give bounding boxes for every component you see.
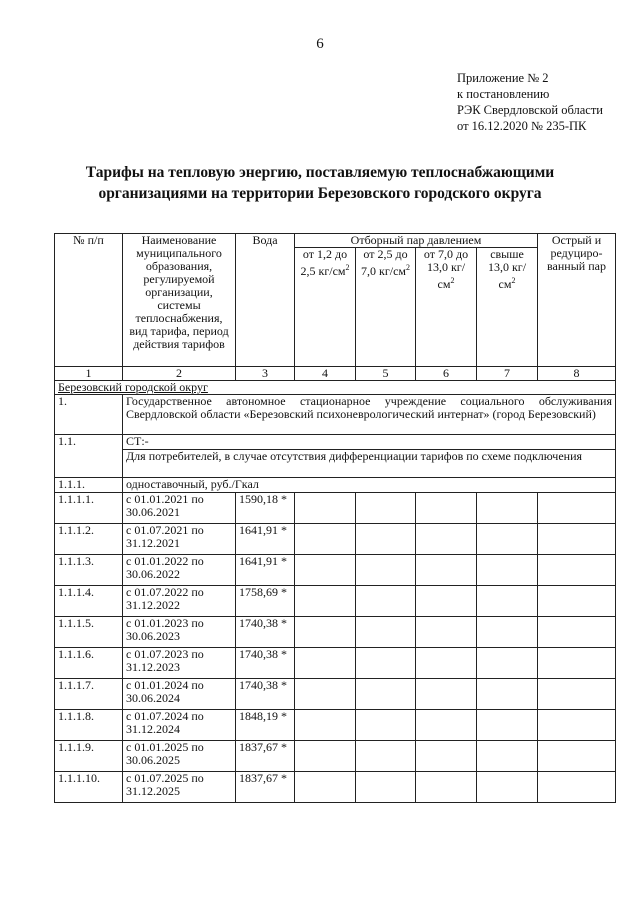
- row-water-value: 1740,38 *: [236, 648, 295, 679]
- period-start: с 01.01.2023 по: [126, 616, 204, 630]
- row-pressure-1-value: [295, 772, 356, 803]
- column-number: 3: [236, 367, 295, 381]
- row-water-value: 1837,67 *: [236, 772, 295, 803]
- table-row: [55, 741, 616, 772]
- period-end: 30.06.2023: [126, 629, 180, 643]
- column-number: 2: [123, 367, 236, 381]
- row-pressure-1-value: [295, 648, 356, 679]
- row-water-value: 1641,91 *: [236, 524, 295, 555]
- tariffs-table: [54, 233, 616, 803]
- header-pressure-2-text: от 2,5 до 7,0 кг/см: [360, 247, 408, 278]
- row-water-value: 1848,19 *: [236, 710, 295, 741]
- column-number: 8: [538, 367, 616, 381]
- period-start: с 01.01.2025 по: [126, 740, 204, 754]
- tariff-type-row: [55, 478, 616, 493]
- row-pressure-3-value: [416, 524, 477, 555]
- row-sharp-steam-value: [538, 648, 616, 679]
- system-row: [55, 435, 616, 450]
- appendix-line: к постановлению: [457, 87, 550, 101]
- row-num: 1.1.1.4.: [55, 586, 123, 617]
- row-pressure-4-value: [477, 586, 538, 617]
- period-start: с 01.07.2025 по: [126, 771, 204, 785]
- row-pressure-3-value: [416, 648, 477, 679]
- header-pressure-4-text: свыше 13,0 кг/см: [487, 247, 527, 291]
- column-number: 4: [295, 367, 356, 381]
- row-sharp-steam-value: [538, 586, 616, 617]
- row-period: [123, 617, 236, 648]
- title-line: Тарифы на тепловую энергию, поставляемую теплоснабжающими: [85, 164, 555, 181]
- row-pressure-1-value: [295, 586, 356, 617]
- table-row: [55, 586, 616, 617]
- organization-name: Государственное автономное стационарное учреждение социального обслуживания Свердловской области «Березовский психоневрологический интернат» (город Березовский): [123, 395, 616, 435]
- row-pressure-3-value: [416, 741, 477, 772]
- row-period: [123, 772, 236, 803]
- row-num: 1.1.1.10.: [55, 772, 123, 803]
- row-period: [123, 679, 236, 710]
- row-pressure-2-value: [356, 741, 416, 772]
- table-row: [55, 679, 616, 710]
- header-steam-group: Отборный пар давлением: [295, 234, 538, 248]
- row-pressure-3-value: [416, 617, 477, 648]
- row-num: 1.1.1.2.: [55, 524, 123, 555]
- row-period: [123, 524, 236, 555]
- row-num: 1.1.1.3.: [55, 555, 123, 586]
- row-water-value: 1758,69 *: [236, 586, 295, 617]
- row-pressure-2-value: [356, 617, 416, 648]
- row-water-value: 1590,18 *: [236, 493, 295, 524]
- row-num: 1.1.1.7.: [55, 679, 123, 710]
- row-pressure-4-value: [477, 617, 538, 648]
- row-pressure-1-value: [295, 710, 356, 741]
- tariff-type-name: одноставочный, руб./Гкал: [123, 478, 616, 493]
- superscript: 2: [511, 276, 516, 285]
- row-period: [123, 493, 236, 524]
- tariff-type-num: 1.1.1.: [55, 478, 123, 493]
- period-start: с 01.07.2023 по: [126, 647, 204, 661]
- organization-num: 1.: [55, 395, 123, 435]
- row-sharp-steam-value: [538, 710, 616, 741]
- period-start: с 01.01.2022 по: [126, 554, 204, 568]
- table-row: [55, 493, 616, 524]
- row-pressure-2-value: [356, 648, 416, 679]
- appendix-line: РЭК Свердловской области: [457, 103, 603, 117]
- row-pressure-1-value: [295, 679, 356, 710]
- period-end: 30.06.2022: [126, 567, 180, 581]
- page-number: 6: [316, 36, 324, 52]
- row-pressure-1-value: [295, 493, 356, 524]
- appendix-line: Приложение № 2: [457, 71, 549, 85]
- row-period: [123, 555, 236, 586]
- column-number: 1: [55, 367, 123, 381]
- column-number: 7: [477, 367, 538, 381]
- period-end: 30.06.2025: [126, 753, 180, 767]
- row-pressure-3-value: [416, 493, 477, 524]
- period-start: с 01.01.2024 по: [126, 678, 204, 692]
- row-pressure-1-value: [295, 617, 356, 648]
- table-row: [55, 555, 616, 586]
- row-period: [123, 648, 236, 679]
- header-sharp-steam: Острый и редуциро-ванный пар: [538, 234, 616, 367]
- header-pressure-3: [416, 248, 477, 367]
- row-sharp-steam-value: [538, 741, 616, 772]
- row-pressure-2-value: [356, 772, 416, 803]
- period-end: 31.12.2025: [126, 784, 180, 798]
- header-name: Наименование муниципального образования, регулируемой организации, системы теплоснабжения, вид тарифа, период действия тарифов: [123, 234, 236, 367]
- row-num: 1.1.1.6.: [55, 648, 123, 679]
- row-pressure-2-value: [356, 555, 416, 586]
- row-pressure-3-value: [416, 555, 477, 586]
- row-pressure-2-value: [356, 710, 416, 741]
- row-water-value: 1837,67 *: [236, 741, 295, 772]
- row-sharp-steam-value: [538, 555, 616, 586]
- period-start: с 01.07.2021 по: [126, 523, 204, 537]
- header-num: № п/п: [55, 234, 123, 367]
- period-end: 31.12.2023: [126, 660, 180, 674]
- row-water-value: 1641,91 *: [236, 555, 295, 586]
- row-sharp-steam-value: [538, 493, 616, 524]
- period-end: 31.12.2024: [126, 722, 180, 736]
- row-num: 1.1.1.8.: [55, 710, 123, 741]
- header-pressure-3-text: от 7,0 до 13,0 кг/см: [423, 247, 469, 291]
- header-pressure-1-text: от 1,2 до 2,5 кг/см: [300, 247, 348, 278]
- row-pressure-4-value: [477, 741, 538, 772]
- row-pressure-2-value: [356, 586, 416, 617]
- consumers-description: Для потребителей, в случае отсутствия дифференциации тарифов по схеме подключения: [123, 450, 616, 478]
- header-pressure-1: [295, 248, 356, 367]
- row-num: 1.1.1.9.: [55, 741, 123, 772]
- consumers-row: [55, 450, 616, 478]
- title-line: организациями на территории Березовского городского округа: [98, 185, 542, 202]
- region-row: [55, 381, 616, 395]
- row-pressure-4-value: [477, 648, 538, 679]
- row-num: 1.1.1.1.: [55, 493, 123, 524]
- row-pressure-2-value: [356, 493, 416, 524]
- period-start: с 01.01.2021 по: [126, 492, 204, 506]
- row-pressure-4-value: [477, 772, 538, 803]
- row-num: 1.1.1.5.: [55, 617, 123, 648]
- row-pressure-1-value: [295, 741, 356, 772]
- row-sharp-steam-value: [538, 772, 616, 803]
- header-water: Вода: [236, 234, 295, 367]
- row-period: [123, 741, 236, 772]
- row-pressure-4-value: [477, 679, 538, 710]
- period-end: 30.06.2021: [126, 505, 180, 519]
- organization-row: [55, 395, 616, 435]
- superscript: 2: [345, 263, 350, 272]
- appendix-line: от 16.12.2020 № 235-ПК: [457, 119, 587, 133]
- table-row: [55, 710, 616, 741]
- tariff-rows: [55, 493, 616, 803]
- header-pressure-4: [477, 248, 538, 367]
- appendix-reference: [457, 70, 603, 134]
- table-row: [55, 772, 616, 803]
- row-period: [123, 710, 236, 741]
- column-number: 6: [416, 367, 477, 381]
- row-pressure-4-value: [477, 710, 538, 741]
- period-start: с 01.07.2022 по: [126, 585, 204, 599]
- row-sharp-steam-value: [538, 617, 616, 648]
- row-pressure-1-value: [295, 524, 356, 555]
- period-end: 31.12.2021: [126, 536, 180, 550]
- row-water-value: 1740,38 *: [236, 617, 295, 648]
- superscript: 2: [450, 276, 455, 285]
- system-name: СТ:-: [123, 435, 616, 450]
- table-row: [55, 648, 616, 679]
- row-pressure-4-value: [477, 555, 538, 586]
- row-pressure-3-value: [416, 772, 477, 803]
- header-pressure-2: [356, 248, 416, 367]
- column-numbers-row: [55, 367, 616, 381]
- table-row: [55, 617, 616, 648]
- row-sharp-steam-value: [538, 679, 616, 710]
- period-end: 31.12.2022: [126, 598, 180, 612]
- column-number: 5: [356, 367, 416, 381]
- region-name: Березовский городской округ: [55, 381, 616, 395]
- period-start: с 01.07.2024 по: [126, 709, 204, 723]
- row-pressure-2-value: [356, 679, 416, 710]
- row-pressure-2-value: [356, 524, 416, 555]
- row-pressure-4-value: [477, 493, 538, 524]
- system-num: 1.1.: [55, 435, 123, 478]
- table-row: [55, 524, 616, 555]
- row-pressure-1-value: [295, 555, 356, 586]
- row-pressure-3-value: [416, 586, 477, 617]
- row-period: [123, 586, 236, 617]
- row-sharp-steam-value: [538, 524, 616, 555]
- row-pressure-3-value: [416, 710, 477, 741]
- row-water-value: 1740,38 *: [236, 679, 295, 710]
- superscript: 2: [406, 263, 410, 272]
- row-pressure-4-value: [477, 524, 538, 555]
- period-end: 30.06.2024: [126, 691, 180, 705]
- row-pressure-3-value: [416, 679, 477, 710]
- document-title: [60, 162, 580, 204]
